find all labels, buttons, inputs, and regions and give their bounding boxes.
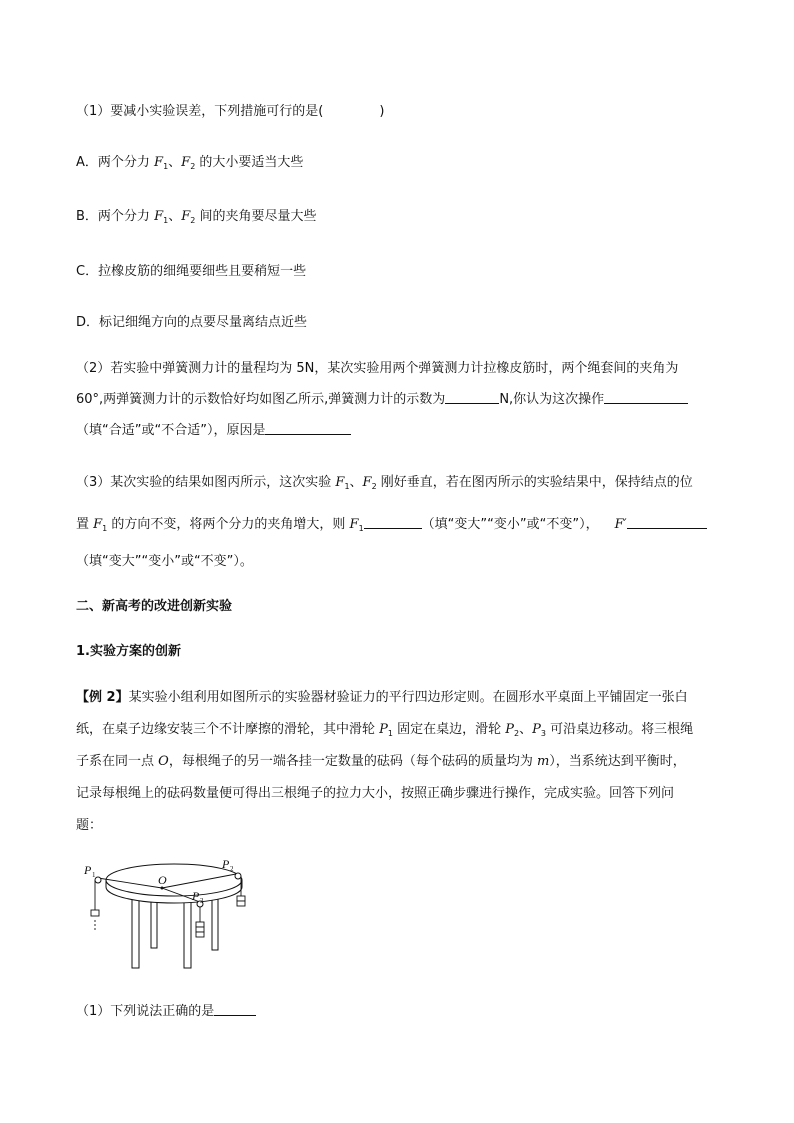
- round-table-figure: [76, 852, 256, 980]
- label-p1: P: [84, 863, 92, 877]
- subsection-heading: 1.实验方案的创新: [76, 644, 181, 659]
- label-p2: P: [222, 857, 230, 871]
- q1-option-c: C．拉橡皮筋的细绳要细些且要稍短一些: [76, 264, 307, 279]
- label-o: O: [158, 873, 167, 887]
- q1-option-a: A．两个分力 $F_1$、$F_2$ 的大小要适当大些: [76, 155, 304, 171]
- q1-option-d: D．标记细绳方向的点要尽量离结点近些: [76, 315, 308, 330]
- section-heading: 二、新高考的改进创新实验: [76, 599, 233, 614]
- example-line-3: 子系在同一点 O，每根绳子的另一端各挂一定数量的砝码（每个砝码的质量均为 m），当系统达到平衡时，: [76, 754, 686, 769]
- example-line-5: 题：: [76, 818, 103, 833]
- q2-line-3: （填“合适”或“不合适”），原因是: [76, 422, 351, 440]
- answer-blank[interactable]: [364, 516, 422, 529]
- example-line-1: 【例 2】某实验小组利用如图所示的实验器材验证力的平行四边形定则。在圆形水平桌面上平铺固定一张白: [76, 690, 688, 705]
- q-last: （1）下列说法正确的是: [76, 1003, 256, 1021]
- answer-blank[interactable]: [214, 1003, 256, 1016]
- label-p2-sub: 2: [230, 865, 234, 873]
- q1-option-b: B．两个分力 $F_1$、$F_2$ 间的夹角要尽量大些: [76, 209, 317, 225]
- answer-blank[interactable]: [445, 391, 499, 404]
- answer-blank[interactable]: [604, 391, 688, 404]
- q2-line-1: （2）若实验中弹簧测力计的量程均为 5N，某次实验用两个弹簧测力计拉橡皮筋时，两个绳套间的夹角为: [76, 361, 679, 376]
- q1-stem: （1）要减小实验误差，下列措施可行的是( ): [76, 104, 385, 119]
- label-p3-sub: 3: [200, 897, 204, 905]
- answer-blank[interactable]: [627, 516, 707, 529]
- q3-line-2: 置 $F_1$ 的方向不变，将两个分力的夹角增大，则 $F_1$ （填“变大”“变小”或“不变”）， F′: [76, 516, 707, 538]
- q2-line-2: 60°,两弹簧测力计的示数恰好均如图乙所示,弹簧测力计的示数为 N,你认为这次操作: [76, 391, 688, 409]
- label-p3: P: [192, 889, 200, 903]
- label-p1-sub: 1: [92, 871, 96, 879]
- answer-blank[interactable]: [265, 422, 351, 435]
- example-line-4: 记录每根绳上的砝码数量便可得出三根绳子的拉力大小，按照正确步骤进行操作，完成实验。回答下列问: [76, 786, 675, 801]
- q3-line-1: （3）某次实验的结果如图丙所示，这次实验 $F_1$、$F_2$ 刚好垂直，若在图丙所示的实验结果中，保持结点的位: [76, 475, 693, 491]
- q3-line-3: （填“变大”“变小”或“不变”）。: [76, 554, 253, 569]
- example-line-2: 纸，在桌子边缘安装三个不计摩擦的滑轮，其中滑轮 $P_1$ 固定在桌边，滑轮 $P_2$、$P_3$ 可沿桌边移动。将三根绳: [76, 722, 694, 738]
